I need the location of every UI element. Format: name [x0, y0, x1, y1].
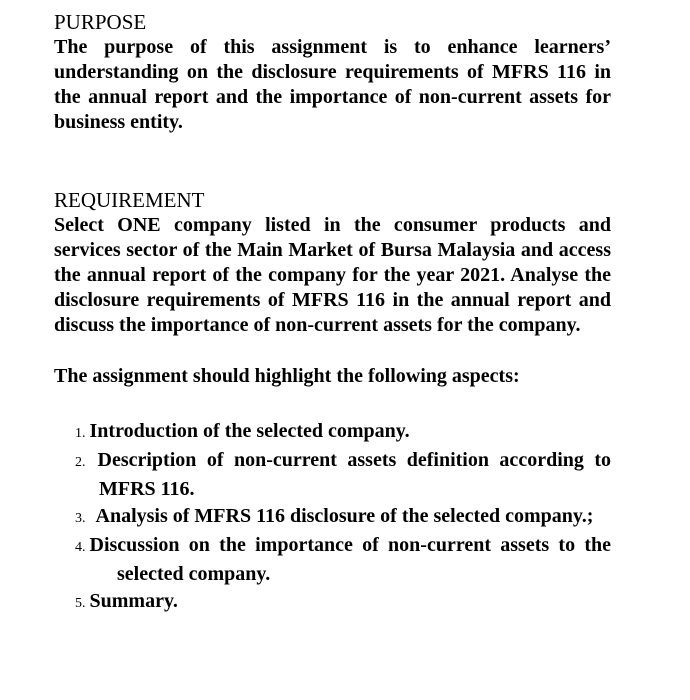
requirement-heading: REQUIREMENT	[54, 188, 205, 212]
aspects-section	[54, 364, 611, 617]
assignment-document	[54, 10, 611, 617]
list-item	[54, 503, 611, 532]
list-item-text: Introduction of the selected company.	[89, 420, 410, 442]
requirement-text: Select ONE company listed in the consumer products and services sector of the Main Market of Bursa Malaysia and access the annual report of the company for the year 2021. Analyse the disclosure requirements of MFRS 116 in the annual report and discuss the importance of non-current assets for the company.	[54, 214, 611, 336]
list-item-number: 3.	[75, 511, 86, 526]
list-item-number: 1.	[75, 426, 86, 441]
list-item-text: Discussion on the importance of non-current assets to the selected company.	[89, 534, 611, 585]
list-item	[54, 588, 611, 617]
list-item-text: Summary.	[89, 590, 178, 612]
requirement-section	[54, 188, 611, 338]
purpose-heading: PURPOSE	[54, 10, 147, 34]
list-item-number: 2.	[75, 455, 86, 470]
purpose-section	[54, 10, 611, 135]
list-item-text: Analysis of MFRS 116 disclosure of the selected company.;	[95, 505, 594, 527]
list-item-number: 4.	[75, 540, 86, 555]
list-item-text: Description of non-current assets definition according to MFRS 116.	[97, 449, 611, 500]
list-item-number: 5.	[75, 596, 86, 611]
list-item	[54, 532, 611, 588]
purpose-text: The purpose of this assignment is to enhance learners’ understanding on the disclosure requirements of MFRS 116 in the annual report and the importance of non-current assets for business entity.	[54, 36, 611, 133]
list-item	[54, 447, 611, 503]
aspects-list	[54, 418, 611, 617]
list-item	[54, 418, 611, 447]
aspects-intro: The assignment should highlight the following aspects:	[54, 365, 520, 387]
